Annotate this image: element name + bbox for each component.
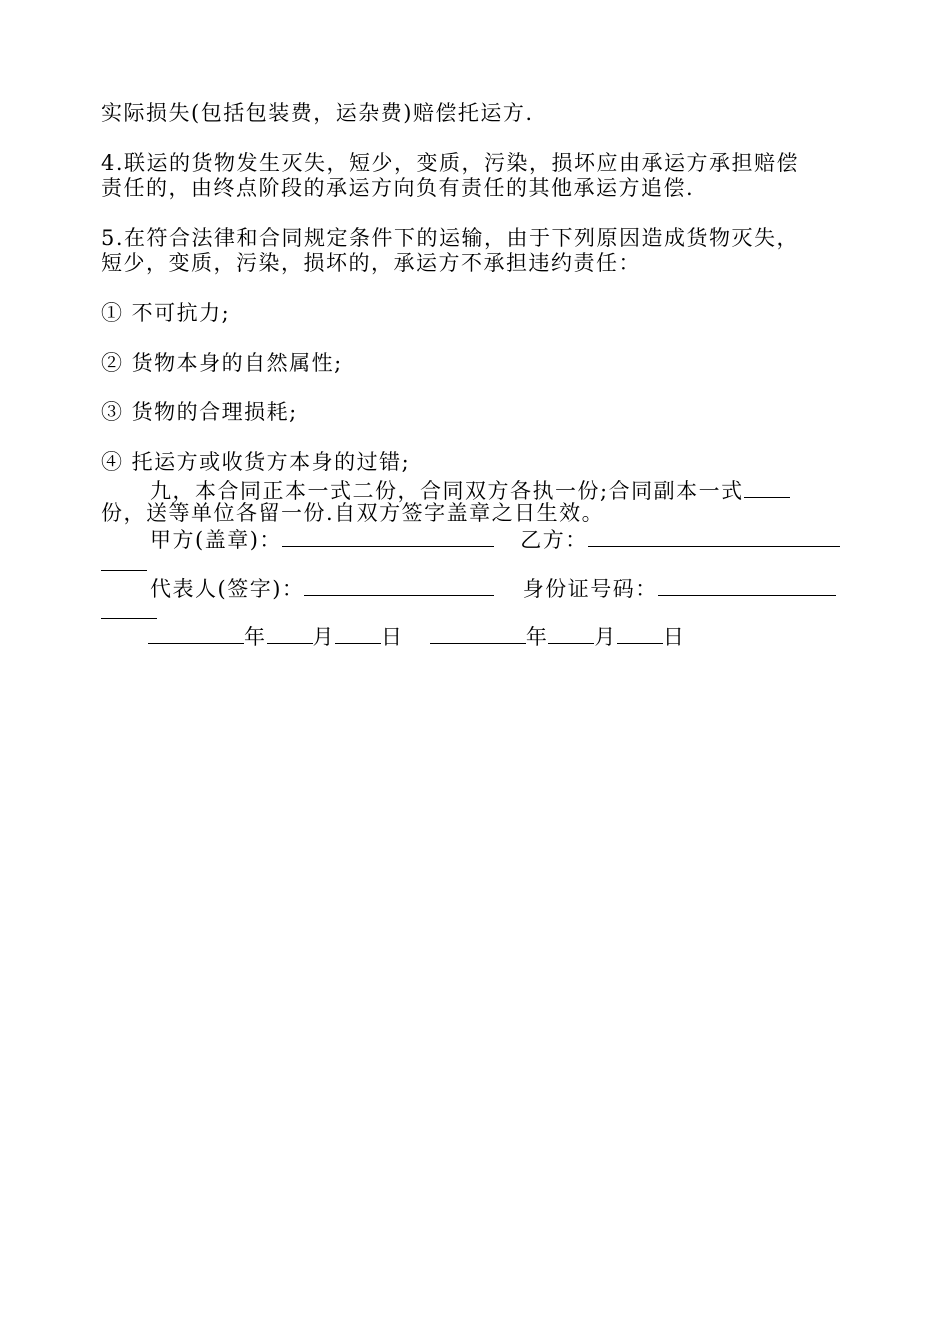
day-label: 日 [662,625,686,649]
id-number-blank[interactable] [658,575,836,596]
date-line [148,623,685,649]
clause-9-line [150,477,790,503]
list-item: ② 货物本身的自然属性; [101,351,343,375]
month-label: 月 [312,625,335,649]
representative-label: 代表人(签字)： [150,577,305,601]
paragraph-line: 实际损失(包括包装费，运杂费)赔偿托运方. [101,101,534,125]
paragraph-line: 责任的，由终点阶段的承运方向负有责任的其他承运方追偿. [101,176,695,200]
year-label: 年 [244,625,267,649]
representative-line [150,575,836,601]
clause-9-text: 九，本合同正本一式二份，合同双方各执一份;合同副本一式 [150,479,744,503]
id-blank-continued [101,598,157,624]
party-line [150,526,840,552]
month-label: 月 [594,625,617,649]
list-item: ④ 托运方或收货方本身的过错; [101,450,411,474]
clause-9-text: 份，送等单位各留一份.自双方签字盖章之日生效。 [101,501,605,525]
month-blank-a[interactable] [267,623,313,644]
paragraph-line: 短少，变质，污染，损坏的，承运方不承担违约责任： [101,251,641,275]
year-blank-a[interactable] [148,623,244,644]
list-item: ③ 货物的合理损耗; [101,400,298,424]
party-a-blank[interactable] [282,526,494,547]
month-blank-b[interactable] [548,623,594,644]
party-b-blank-continued [101,550,147,576]
copies-blank[interactable] [744,477,790,498]
paragraph-line: 5.在符合法律和合同规定条件下的运输，由于下列原因造成货物灭失， [101,226,800,250]
party-b-label: 乙方： [520,528,588,552]
party-b-blank-extension[interactable] [101,550,147,571]
day-blank-a[interactable] [335,623,381,644]
party-b-blank[interactable] [588,526,840,547]
id-number-label: 身份证号码： [522,577,658,601]
year-label: 年 [525,625,549,649]
party-a-label: 甲方(盖章)： [150,528,282,552]
day-label: 日 [381,625,404,649]
representative-blank[interactable] [304,575,494,596]
list-item: ① 不可抗力; [101,301,231,325]
day-blank-b[interactable] [617,623,663,644]
paragraph-line: 4.联运的货物发生灭失，短少，变质，污染，损坏应由承运方承担赔偿 [101,151,800,175]
id-number-blank-extension[interactable] [101,598,157,619]
year-blank-b[interactable] [430,623,526,644]
